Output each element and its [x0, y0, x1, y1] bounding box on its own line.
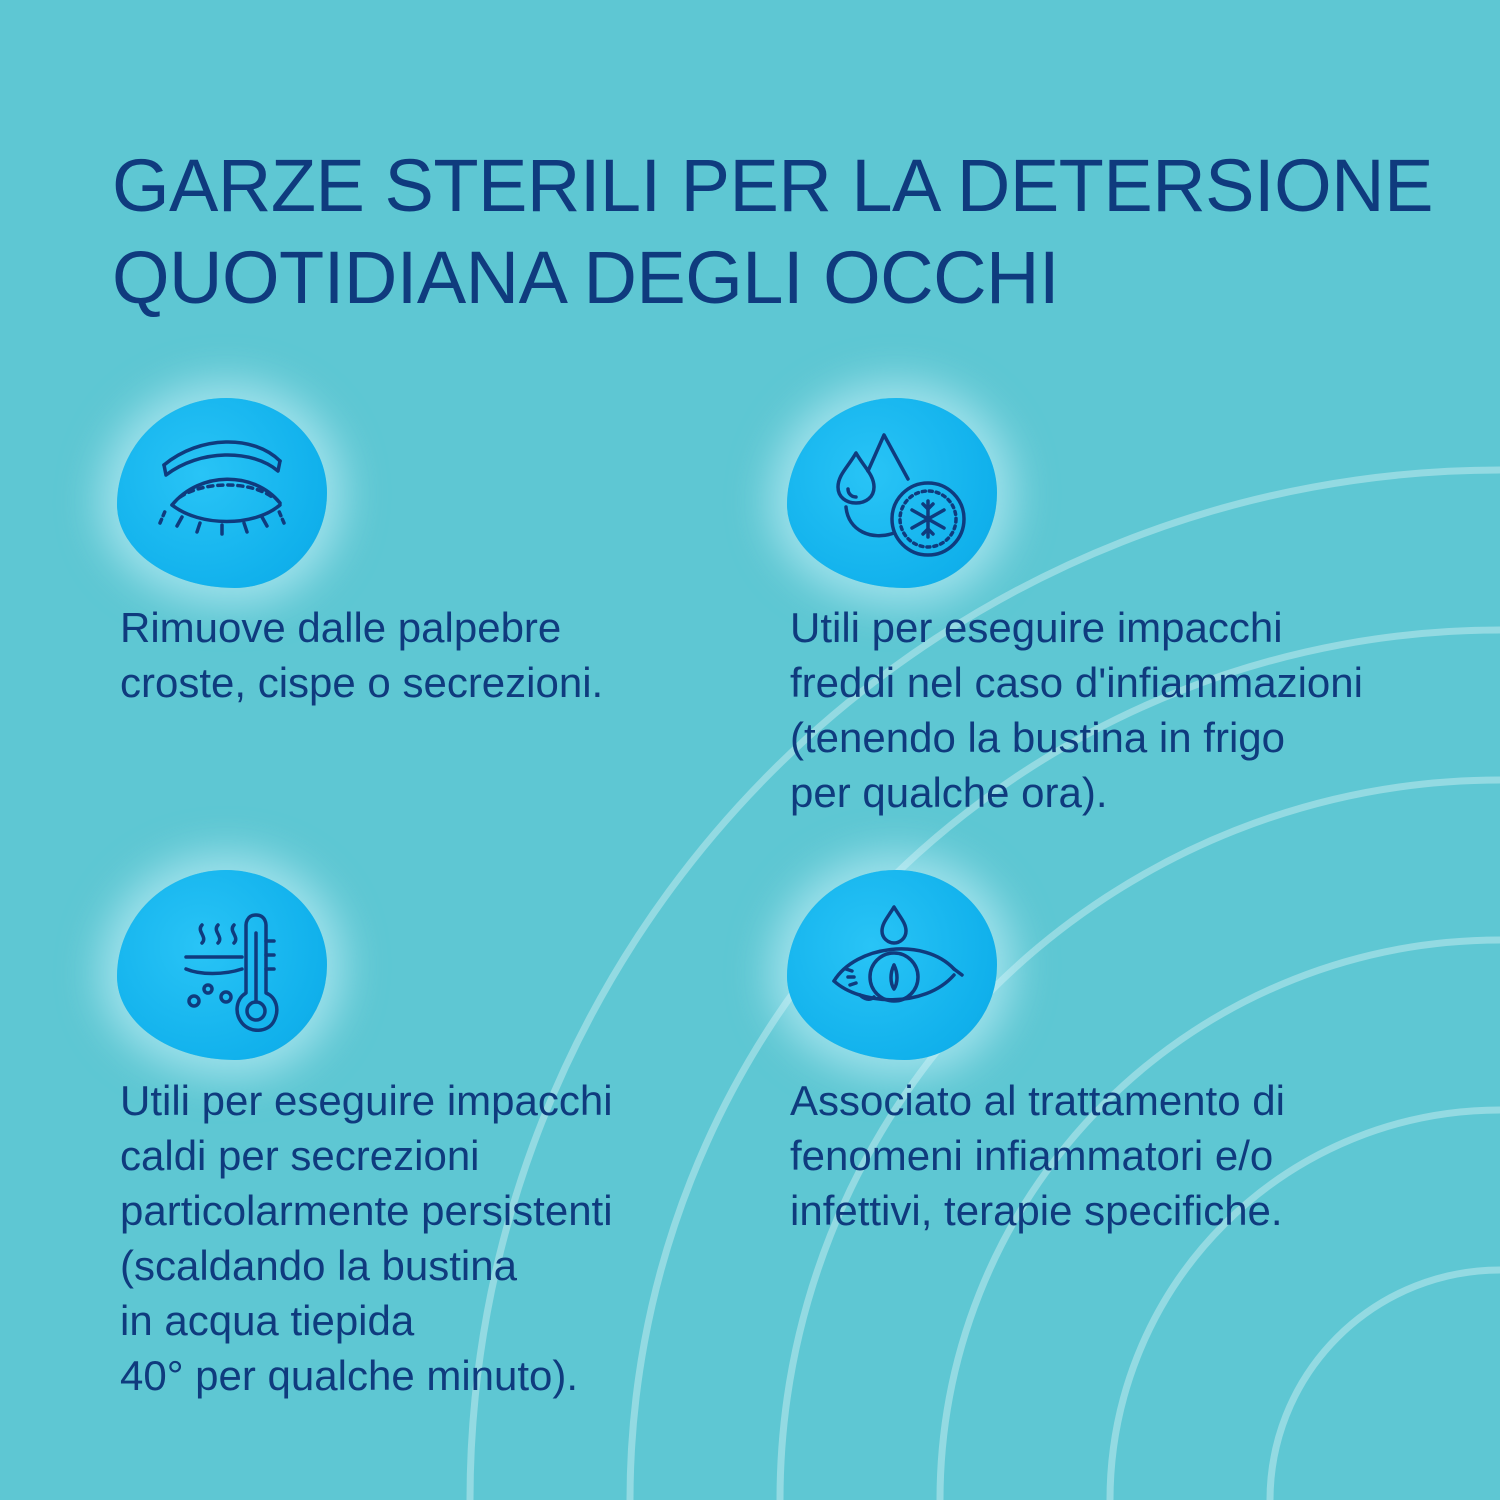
feature-text-line: in acqua tiepida: [120, 1297, 415, 1344]
feature-text-line: Utili per eseguire impacchi: [790, 604, 1283, 651]
feature-text: [120, 1073, 613, 1403]
feature-text: [790, 1073, 1285, 1238]
icon-badge: [787, 398, 997, 588]
eye-drop-icon: [812, 885, 972, 1045]
icon-badge: [117, 398, 327, 588]
feature-text-line: per qualche ora).: [790, 769, 1108, 816]
feature-text-line: (scaldando la bustina: [120, 1242, 517, 1289]
icon-badge: [787, 870, 997, 1060]
feature-text-line: 40° per qualche minuto).: [120, 1352, 579, 1399]
feature-text-line: Utili per eseguire impacchi: [120, 1077, 613, 1124]
feature-text-line: (tenendo la bustina in frigo: [790, 714, 1285, 761]
icon-badge: [117, 870, 327, 1060]
feature-text-line: caldi per secrezioni: [120, 1132, 480, 1179]
drops-snowflake-icon: [812, 413, 972, 573]
feature-text-line: infettivi, terapie specifiche.: [790, 1187, 1283, 1234]
heat-thermometer-icon: [142, 885, 302, 1045]
feature-text-line: freddi nel caso d'infiammazioni: [790, 659, 1363, 706]
feature-text-line: Rimuove dalle palpebre: [120, 604, 562, 651]
feature-text: [790, 600, 1363, 820]
feature-text-line: particolarmente persistenti: [120, 1187, 613, 1234]
title-line-2: QUOTIDIANA DEGLI OCCHI: [112, 236, 1060, 319]
title-line-1: GARZE STERILI PER LA DETERSIONE: [112, 144, 1433, 227]
feature-text-line: croste, cispe o secrezioni.: [120, 659, 604, 706]
feature-text-line: Associato al trattamento di: [790, 1077, 1285, 1124]
feature-text: [120, 600, 603, 710]
page-title: [112, 140, 1433, 324]
closed-eye-icon: [142, 413, 302, 573]
feature-text-line: fenomeni infiammatori e/o: [790, 1132, 1274, 1179]
